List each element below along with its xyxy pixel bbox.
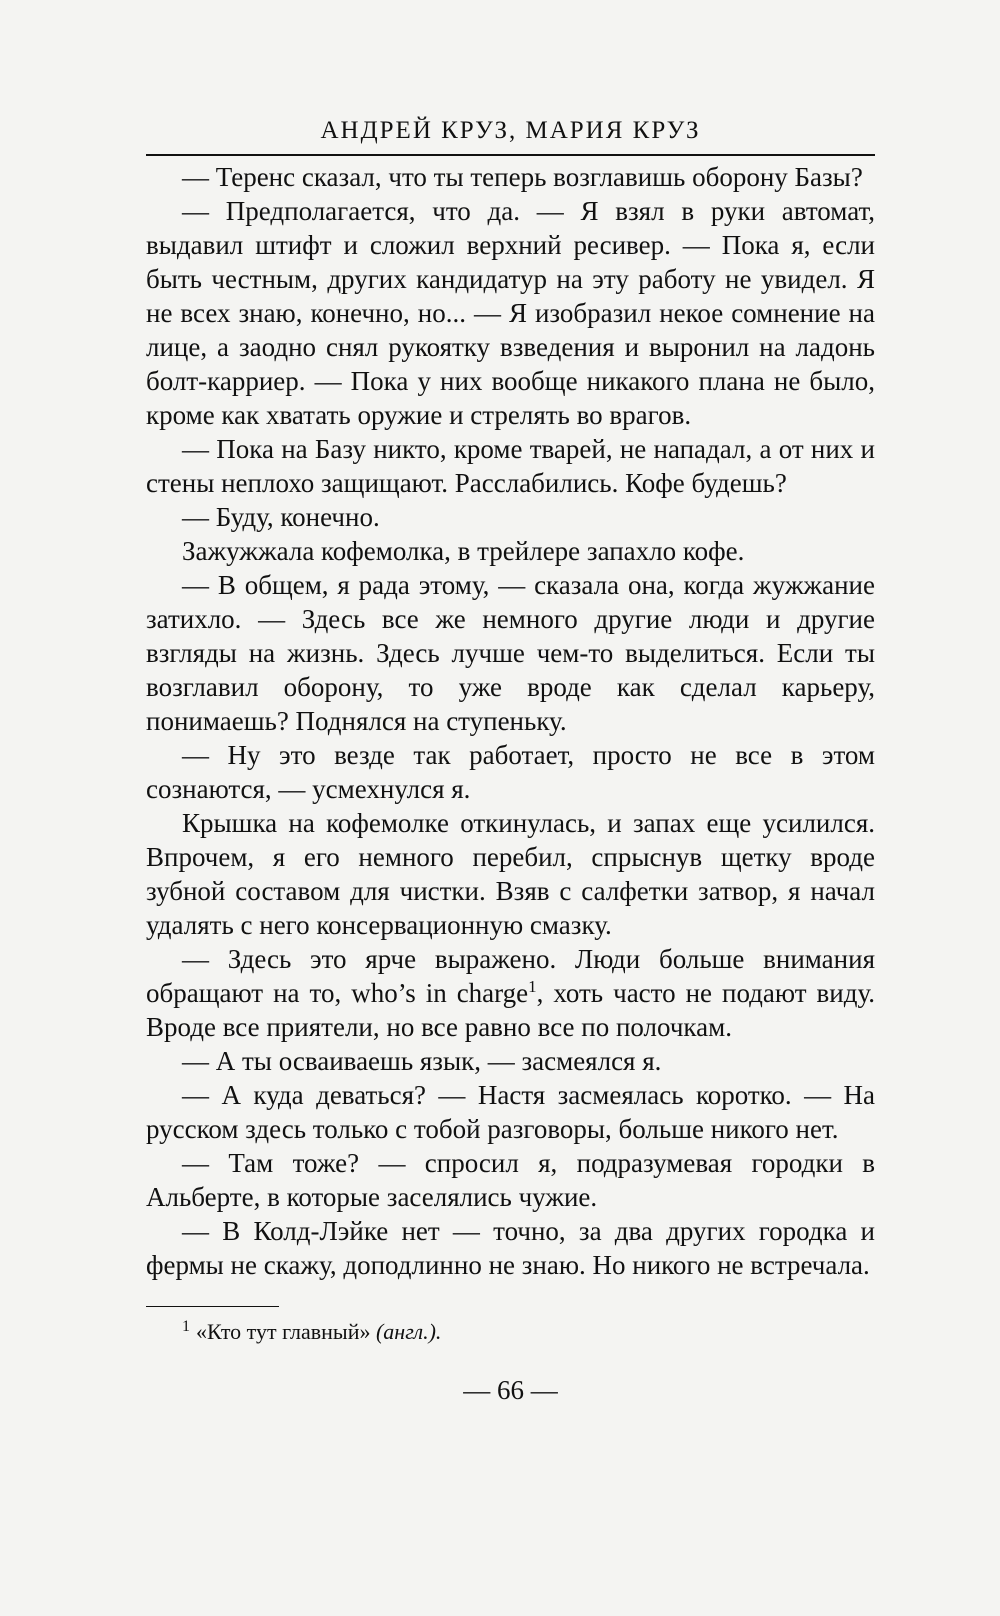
paragraph-text: , хоть часто не подают виду. Вроде все приятели, но все равно все по полочкам.: [146, 978, 875, 1042]
paragraph: — Пока на Базу никто, кроме тварей, не нападал, а от них и стены неплохо защищают. Расслабились. Кофе будешь?: [146, 434, 875, 498]
book-page: [146, 110, 875, 1406]
paragraph: Крышка на кофемолке откинулась, и запах еще усилился. Впрочем, я его немного перебил, спрыснув щетку вроде зубной составом для чистки. Взяв с салфетки затвор, я начал удалять с него консервационную смазку.: [146, 808, 875, 940]
running-head: АНДРЕЙ КРУЗ, МАРИЯ КРУЗ: [320, 117, 701, 144]
paragraph: — А куда деваться? — Настя засмеялась коротко. — На русском здесь только с тобой разговоры, больше никого нет.: [146, 1080, 875, 1144]
footnote-text: «Кто тут главный»: [196, 1319, 371, 1344]
header-rule: [146, 154, 875, 156]
footnote-number: 1: [182, 1317, 190, 1335]
paragraph-with-footnote: [146, 942, 875, 1044]
paragraph: — В общем, я рада этому, — сказала она, когда жужжание затихло. — Здесь все же немного другие люди и другие взгляды на жизнь. Здесь лучше чем-то выделиться. Если ты возглавил оборону, то уже вроде как сделал карьеру, понимаешь? Поднялся на ступеньку.: [146, 570, 875, 736]
footnote-rule: [146, 1306, 279, 1307]
paragraph: — А ты осваиваешь язык, — засмеялся я.: [182, 1046, 662, 1076]
paragraph: — Ну это везде так работает, просто не все в этом сознаются, — усмехнулся я.: [146, 740, 875, 804]
footnote: [146, 1317, 875, 1347]
page-number: — 66 —: [463, 1375, 558, 1405]
paragraph: — Предполагается, что да. — Я взял в руки автомат, выдавил штифт и сложил верхний ресивер. — Пока я, если быть честным, других кандидатур на эту работу не увидел. Я не всех знаю, конечно, но... — Я изобразил некое сомнение на лице, а заодно снял рукоятку взведения и выронил на ладонь болт-карриер. — Пока у них вообще никакого плана не было, кроме как хватать оружие и стрелять во врагов.: [146, 196, 875, 430]
paragraph: — Буду, конечно.: [182, 502, 380, 532]
paragraph: — Там тоже? — спросил я, подразумевая городки в Альберте, в которые заселялись чужие.: [146, 1148, 875, 1212]
paragraph: — Теренс сказал, что ты теперь возглавишь оборону Базы?: [182, 162, 863, 192]
footnote-language-note: (англ.).: [375, 1319, 442, 1344]
paragraph-text: — Здесь это ярче выражено. Люди больше внимания обращают на то, who’s in charge: [146, 944, 875, 1008]
paragraph: — В Колд-Лэйке нет — точно, за два других городка и фермы не скажу, доподлинно не знаю. Но никого не встречала.: [146, 1216, 875, 1280]
footnote-marker: 1: [528, 977, 537, 996]
paragraph: Зажужжала кофемолка, в трейлере запахло кофе.: [182, 536, 745, 566]
body-text: [146, 160, 875, 1282]
